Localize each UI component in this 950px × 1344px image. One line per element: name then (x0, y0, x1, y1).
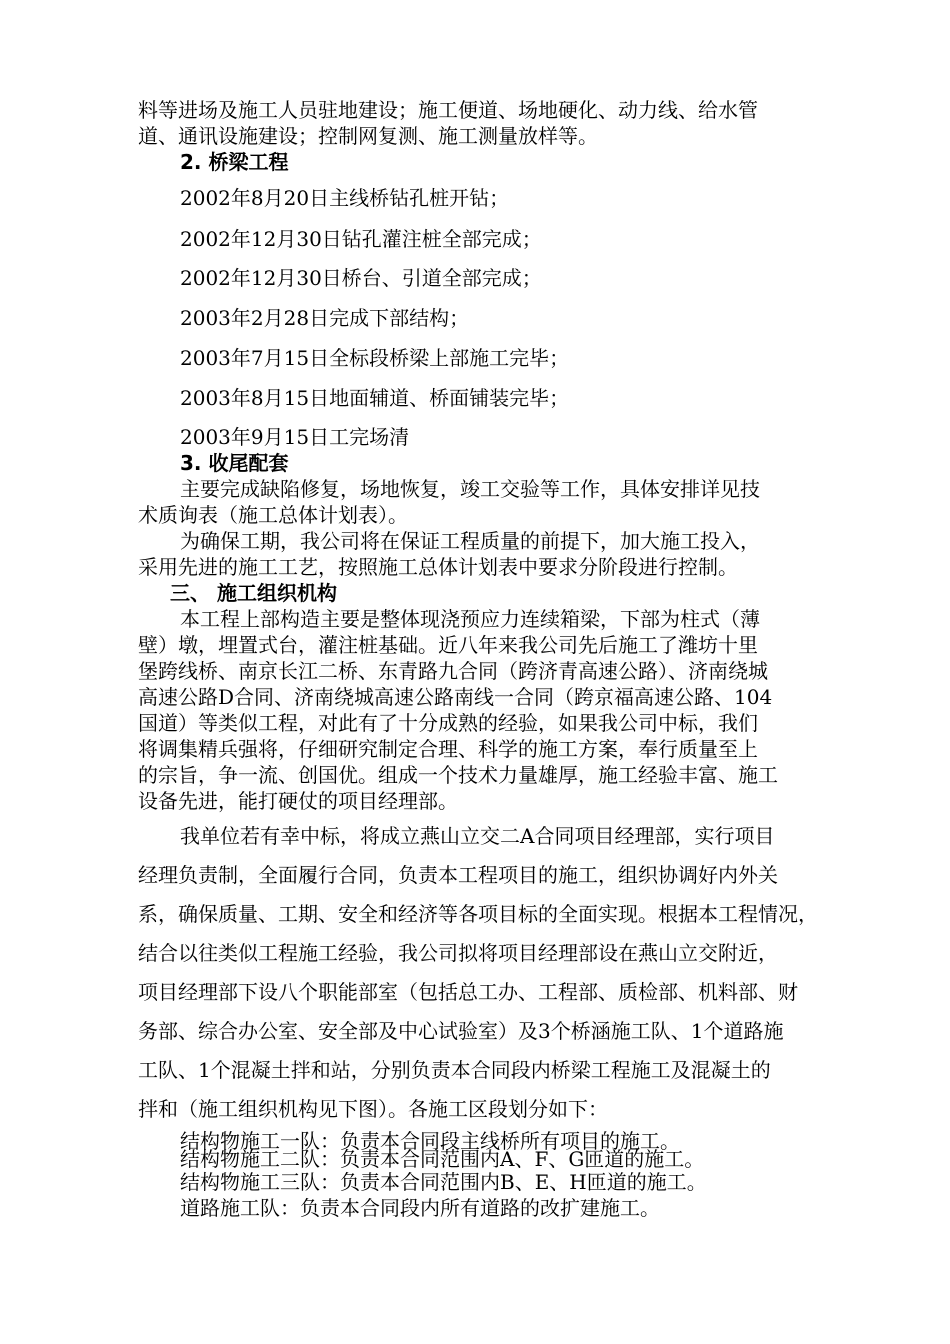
team-item: 结构物施工二队：负责本合同范围内A、F、G匝道的施工。 (180, 1147, 705, 1171)
org-para2-line: 工队、1个混凝土拌和站，分别负责本合同段内桥梁工程施工及混凝土的 (138, 1058, 771, 1082)
schedule-item: 2003年9月15日工完场清 (180, 425, 410, 449)
org-para1-line: 本工程上部构造主要是整体现浇预应力连续箱梁，下部为柱式（薄 (180, 607, 760, 631)
org-para1-line: 堡跨线桥、南京长江二桥、东青路九合同（跨济青高速公路）、济南绕城 (138, 659, 768, 683)
org-para1-line: 高速公路D合同、济南绕城高速公路南线一合同（跨京福高速公路、104 (138, 685, 773, 709)
schedule-item: 2003年8月15日地面辅道、桥面铺装完毕； (180, 386, 570, 410)
team-item: 结构物施工一队：负责本合同段主线桥所有项目的施工。 (180, 1129, 680, 1153)
org-para1-line: 的宗旨，争一流、创国优。组成一个技术力量雄厚，施工经验丰富、施工 (138, 763, 778, 787)
finish-para1-line2: 术质询表（施工总体计划表）。 (138, 503, 408, 527)
intro-line-1: 料等进场及施工人员驻地建设；施工便道、场地硬化、动力线、给水管 (138, 98, 758, 122)
schedule-item: 2002年12月30日桥台、引道全部完成； (180, 266, 542, 290)
org-para2-line: 结合以往类似工程施工经验，我公司拟将项目经理部设在燕山立交附近， (138, 941, 778, 965)
intro-line-2: 道、通讯设施建设；控制网复测、施工测量放样等。 (138, 124, 598, 148)
section-heading-finish: 3. 收尾配套 (180, 451, 289, 475)
schedule-item: 2003年7月15日全标段桥梁上部施工完毕； (180, 346, 570, 370)
org-para2-line: 拌和（施工组织机构见下图）。各施工区段划分如下： (138, 1097, 608, 1121)
org-para2-line: 务部、综合办公室、安全部及中心试验室）及3个桥涵施工队、1个道路施 (138, 1019, 784, 1043)
section-heading-bridge: 2. 桥梁工程 (180, 150, 289, 174)
finish-para2-line2: 采用先进的施工工艺，按照施工总体计划表中要求分阶段进行控制。 (138, 555, 738, 579)
team-item: 结构物施工三队：负责本合同范围内B、E、H匝道的施工。 (180, 1170, 707, 1194)
finish-para2-line1: 为确保工期，我公司将在保证工程质量的前提下，加大施工投入， (180, 529, 760, 553)
org-para2-line: 经理负责制，全面履行合同，负责本工程项目的施工，组织协调好内外关 (138, 863, 778, 887)
team-item: 道路施工队：负责本合同段内所有道路的改扩建施工。 (180, 1196, 660, 1220)
schedule-item: 2002年12月30日钻孔灌注桩全部完成； (180, 227, 542, 251)
org-para2-line: 我单位若有幸中标，将成立燕山立交二A合同项目经理部，实行项目 (180, 824, 775, 848)
finish-para1-line1: 主要完成缺陷修复，场地恢复，竣工交验等工作，具体安排详见技 (180, 477, 760, 501)
schedule-item: 2002年8月20日主线桥钻孔桩开钻； (180, 186, 510, 210)
org-para1-line: 壁）墩，埋置式台，灌注桩基础。近八年来我公司先后施工了潍坊十里 (138, 633, 758, 657)
org-para1-line: 国道）等类似工程，对此有了十分成熟的经验，如果我公司中标，我们 (138, 711, 758, 735)
section-heading-org: 三、 施工组织机构 (170, 581, 337, 605)
org-para1-line: 设备先进，能打硬仗的项目经理部。 (138, 789, 458, 813)
org-para2-line: 项目经理部下设八个职能部室（包括总工办、工程部、质检部、机料部、财 (138, 980, 798, 1004)
schedule-item: 2003年2月28日完成下部结构； (180, 306, 470, 330)
org-para2-line: 系，确保质量、工期、安全和经济等各项目标的全面实现。根据本工程情况， (138, 902, 818, 926)
org-para1-line: 将调集精兵强将，仔细研究制定合理、科学的施工方案，奉行质量至上 (138, 737, 758, 761)
